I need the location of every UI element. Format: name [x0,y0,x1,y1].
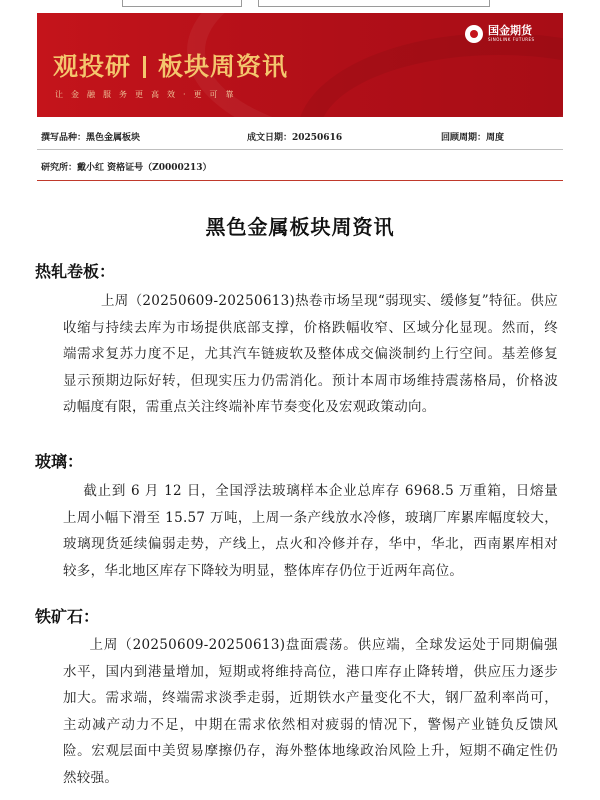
section-heading-glass: 玻璃： [35,452,84,471]
banner-slogan: 让金融服务更高效·更可靠 [55,90,242,99]
section-text: 上周（20250609-20250613)盘面震荡。供应端，全球发运处于同期偏强水平，国内到港量增加，短期或将维持高位，港口库存止降转增，供应压力逐步加大。需求端，终端需求淡季走弱，近期铁水产量变化不大，钢厂盈利率尚可，主动减产动力不足，中期在需求依然相对疲弱的情况下，警惕产业链负反馈风险。宏观层面中美贸易摩擦仍存，海外整体地缘政治风险上升，短期不确定性仍然较强。 [63,637,558,786]
section-body-hot-rolled [63,288,558,421]
section-body-glass [63,478,558,584]
meta-variety: 撰写品种：黑色金属板块 [41,133,141,143]
header-banner [37,13,563,117]
meta-period: 回顾周期：周度 [441,133,505,143]
logo-name-cn: 国金期货 [488,24,532,37]
banner-title-right: 板块周资讯 [158,52,289,81]
title-separator [143,56,146,78]
section-body-iron-ore [63,632,558,791]
top-tab-right [258,0,490,7]
company-logo [465,25,535,43]
divider [37,180,563,181]
banner-title-left: 观投研 [53,52,132,81]
logo-mark-icon [465,25,483,43]
top-tab-left [122,0,242,7]
section-text: 上周（20250609-20250613)热卷市场呈现“弱现实、缓修复”特征。供应收缩与持续去库为市场提供底部支撑，价格跌幅收窄、区域分化显现。然而，终端需求复苏力度不足，尤其汽车链疲软及整体成交偏淡制约上行空间。基差修复显示预期边际好转，但现实压力仍需消化。预计本周市场维持震荡格局，价格波动幅度有限，需重点关注终端补库节奏变化及宏观政策动向。 [63,293,558,415]
banner-title [53,47,288,83]
meta-date: 成文日期：20250616 [247,133,343,143]
meta-researcher: 研究所：戴小红 资格证号（Z0000213） [41,163,212,173]
section-text: 截止到 6 月 12 日，全国浮法玻璃样本企业总库存 6968.5 万重箱，日熔量上周小幅下滑至 15.57 万吨，上周一条产线放水冷修，玻璃厂库累库幅度较大，玻璃现货延续偏弱走势，产线上，点火和冷修并存，华中，华北，西南累库相对较多，华北地区库存下降较为明显，整体库存仍位于近两年高位。 [63,483,558,579]
divider [37,149,563,150]
logo-name-en: SINOLINK FUTURES [488,37,535,42]
section-heading-hot-rolled: 热轧卷板： [35,262,116,281]
section-heading-iron-ore: 铁矿石： [35,607,100,626]
top-strip [0,0,600,12]
document-title: 黑色金属板块周资讯 [205,215,395,239]
